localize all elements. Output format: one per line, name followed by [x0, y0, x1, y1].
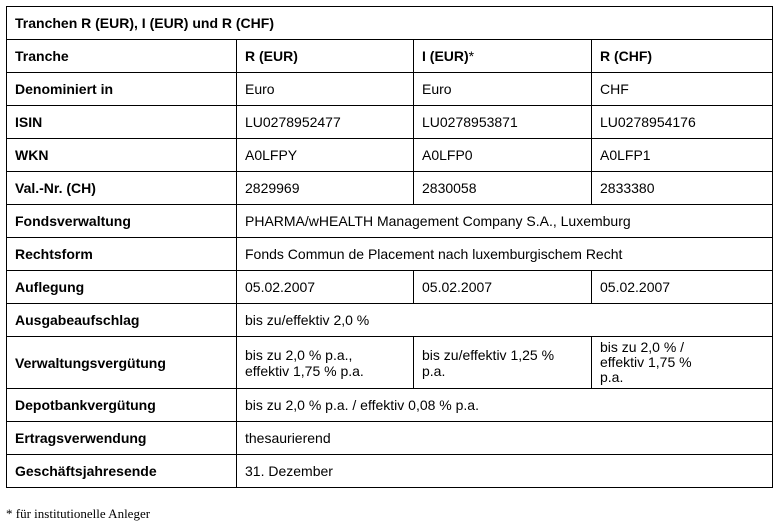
- cell-auflegung-r-chf: 05.02.2007: [592, 271, 773, 304]
- row-label-rechtsform: Rechtsform: [7, 238, 237, 271]
- row-label-fondsverwaltung: Fondsverwaltung: [7, 205, 237, 238]
- table-row: [7, 238, 773, 271]
- row-label-ertragsverwendung: Ertragsverwendung: [7, 422, 237, 455]
- header-label: Tranche: [7, 40, 237, 73]
- row-label-auflegung: Auflegung: [7, 271, 237, 304]
- cell-ausgabeaufschlag: bis zu/effektiv 2,0 %: [237, 304, 773, 337]
- row-label-verwaltungsverguetung: Verwaltungsvergütung: [7, 337, 237, 389]
- table-row: [7, 271, 773, 304]
- table-row: [7, 205, 773, 238]
- fund-tranches-table: [6, 6, 773, 488]
- footnote-marker: *: [468, 48, 475, 64]
- cell-geschaeftsjahr: 31. Dezember: [237, 455, 773, 488]
- header-col-r-eur: R (EUR): [237, 40, 414, 73]
- cell-verwaltungsverguetung-r-chf: [592, 337, 773, 389]
- cell-valnr-r-eur: 2829969: [237, 172, 414, 205]
- table-title: Tranchen R (EUR), I (EUR) und R (CHF): [7, 7, 773, 40]
- cell-line: bis zu 2,0 % /: [600, 339, 685, 355]
- cell-fondsverwaltung: PHARMA/wHEALTH Management Company S.A., Luxemburg: [237, 205, 773, 238]
- cell-line: bis zu/effektiv 1,25 %: [422, 346, 555, 363]
- cell-line: bis zu 2,0 % p.a.,: [245, 346, 353, 363]
- footnote: * für institutionelle Anleger: [6, 506, 151, 521]
- cell-denominiert-r-eur: Euro: [237, 73, 414, 106]
- header-col-i-eur: [414, 40, 592, 73]
- table-row: [7, 304, 773, 337]
- table-row: [7, 337, 773, 389]
- cell-line: p.a.: [422, 362, 446, 379]
- cell-isin-r-eur: LU0278952477: [237, 106, 414, 139]
- cell-valnr-r-chf: 2833380: [592, 172, 773, 205]
- cell-wkn-i-eur: A0LFP0: [414, 139, 592, 172]
- cell-rechtsform: Fonds Commun de Placement nach luxemburgischem Recht: [237, 238, 773, 271]
- row-label-ausgabeaufschlag: Ausgabeaufschlag: [7, 304, 237, 337]
- cell-denominiert-r-chf: CHF: [592, 73, 773, 106]
- header-col-i-eur-text: I (EUR): [422, 48, 469, 64]
- table-row: [7, 139, 773, 172]
- table-row: [7, 455, 773, 488]
- cell-valnr-i-eur: 2830058: [414, 172, 592, 205]
- cell-line: effektiv 1,75 % p.a.: [245, 362, 364, 379]
- table-row: [7, 389, 773, 422]
- fund-tranches-table-wrapper: [6, 6, 772, 488]
- cell-line: effektiv 1,75 %: [600, 354, 692, 370]
- row-label-wkn: WKN: [7, 139, 237, 172]
- cell-ertragsverwendung: thesaurierend: [237, 422, 773, 455]
- cell-isin-r-chf: LU0278954176: [592, 106, 773, 139]
- table-title-row: [7, 7, 773, 40]
- cell-auflegung-r-eur: 05.02.2007: [237, 271, 414, 304]
- cell-wkn-r-chf: A0LFP1: [592, 139, 773, 172]
- cell-denominiert-i-eur: Euro: [414, 73, 592, 106]
- header-col-r-chf: R (CHF): [592, 40, 773, 73]
- table-row: [7, 172, 773, 205]
- cell-auflegung-i-eur: 05.02.2007: [414, 271, 592, 304]
- cell-verwaltungsverguetung-r-eur: [237, 337, 414, 389]
- row-label-depotbank: Depotbankvergütung: [7, 389, 237, 422]
- row-label-isin: ISIN: [7, 106, 237, 139]
- cell-verwaltungsverguetung-i-eur: [414, 337, 592, 389]
- row-label-denominiert: Denominiert in: [7, 73, 237, 106]
- row-label-geschaeftsjahr: Geschäftsjahresende: [7, 455, 237, 488]
- header-row: [7, 40, 773, 73]
- row-label-valnr: Val.-Nr. (CH): [7, 172, 237, 205]
- table-row: [7, 73, 773, 106]
- cell-isin-i-eur: LU0278953871: [414, 106, 592, 139]
- table-row: [7, 106, 773, 139]
- cell-line: p.a.: [600, 369, 624, 385]
- cell-wkn-r-eur: A0LFPY: [237, 139, 414, 172]
- table-row: [7, 422, 773, 455]
- cell-depotbank: bis zu 2,0 % p.a. / effektiv 0,08 % p.a.: [237, 389, 773, 422]
